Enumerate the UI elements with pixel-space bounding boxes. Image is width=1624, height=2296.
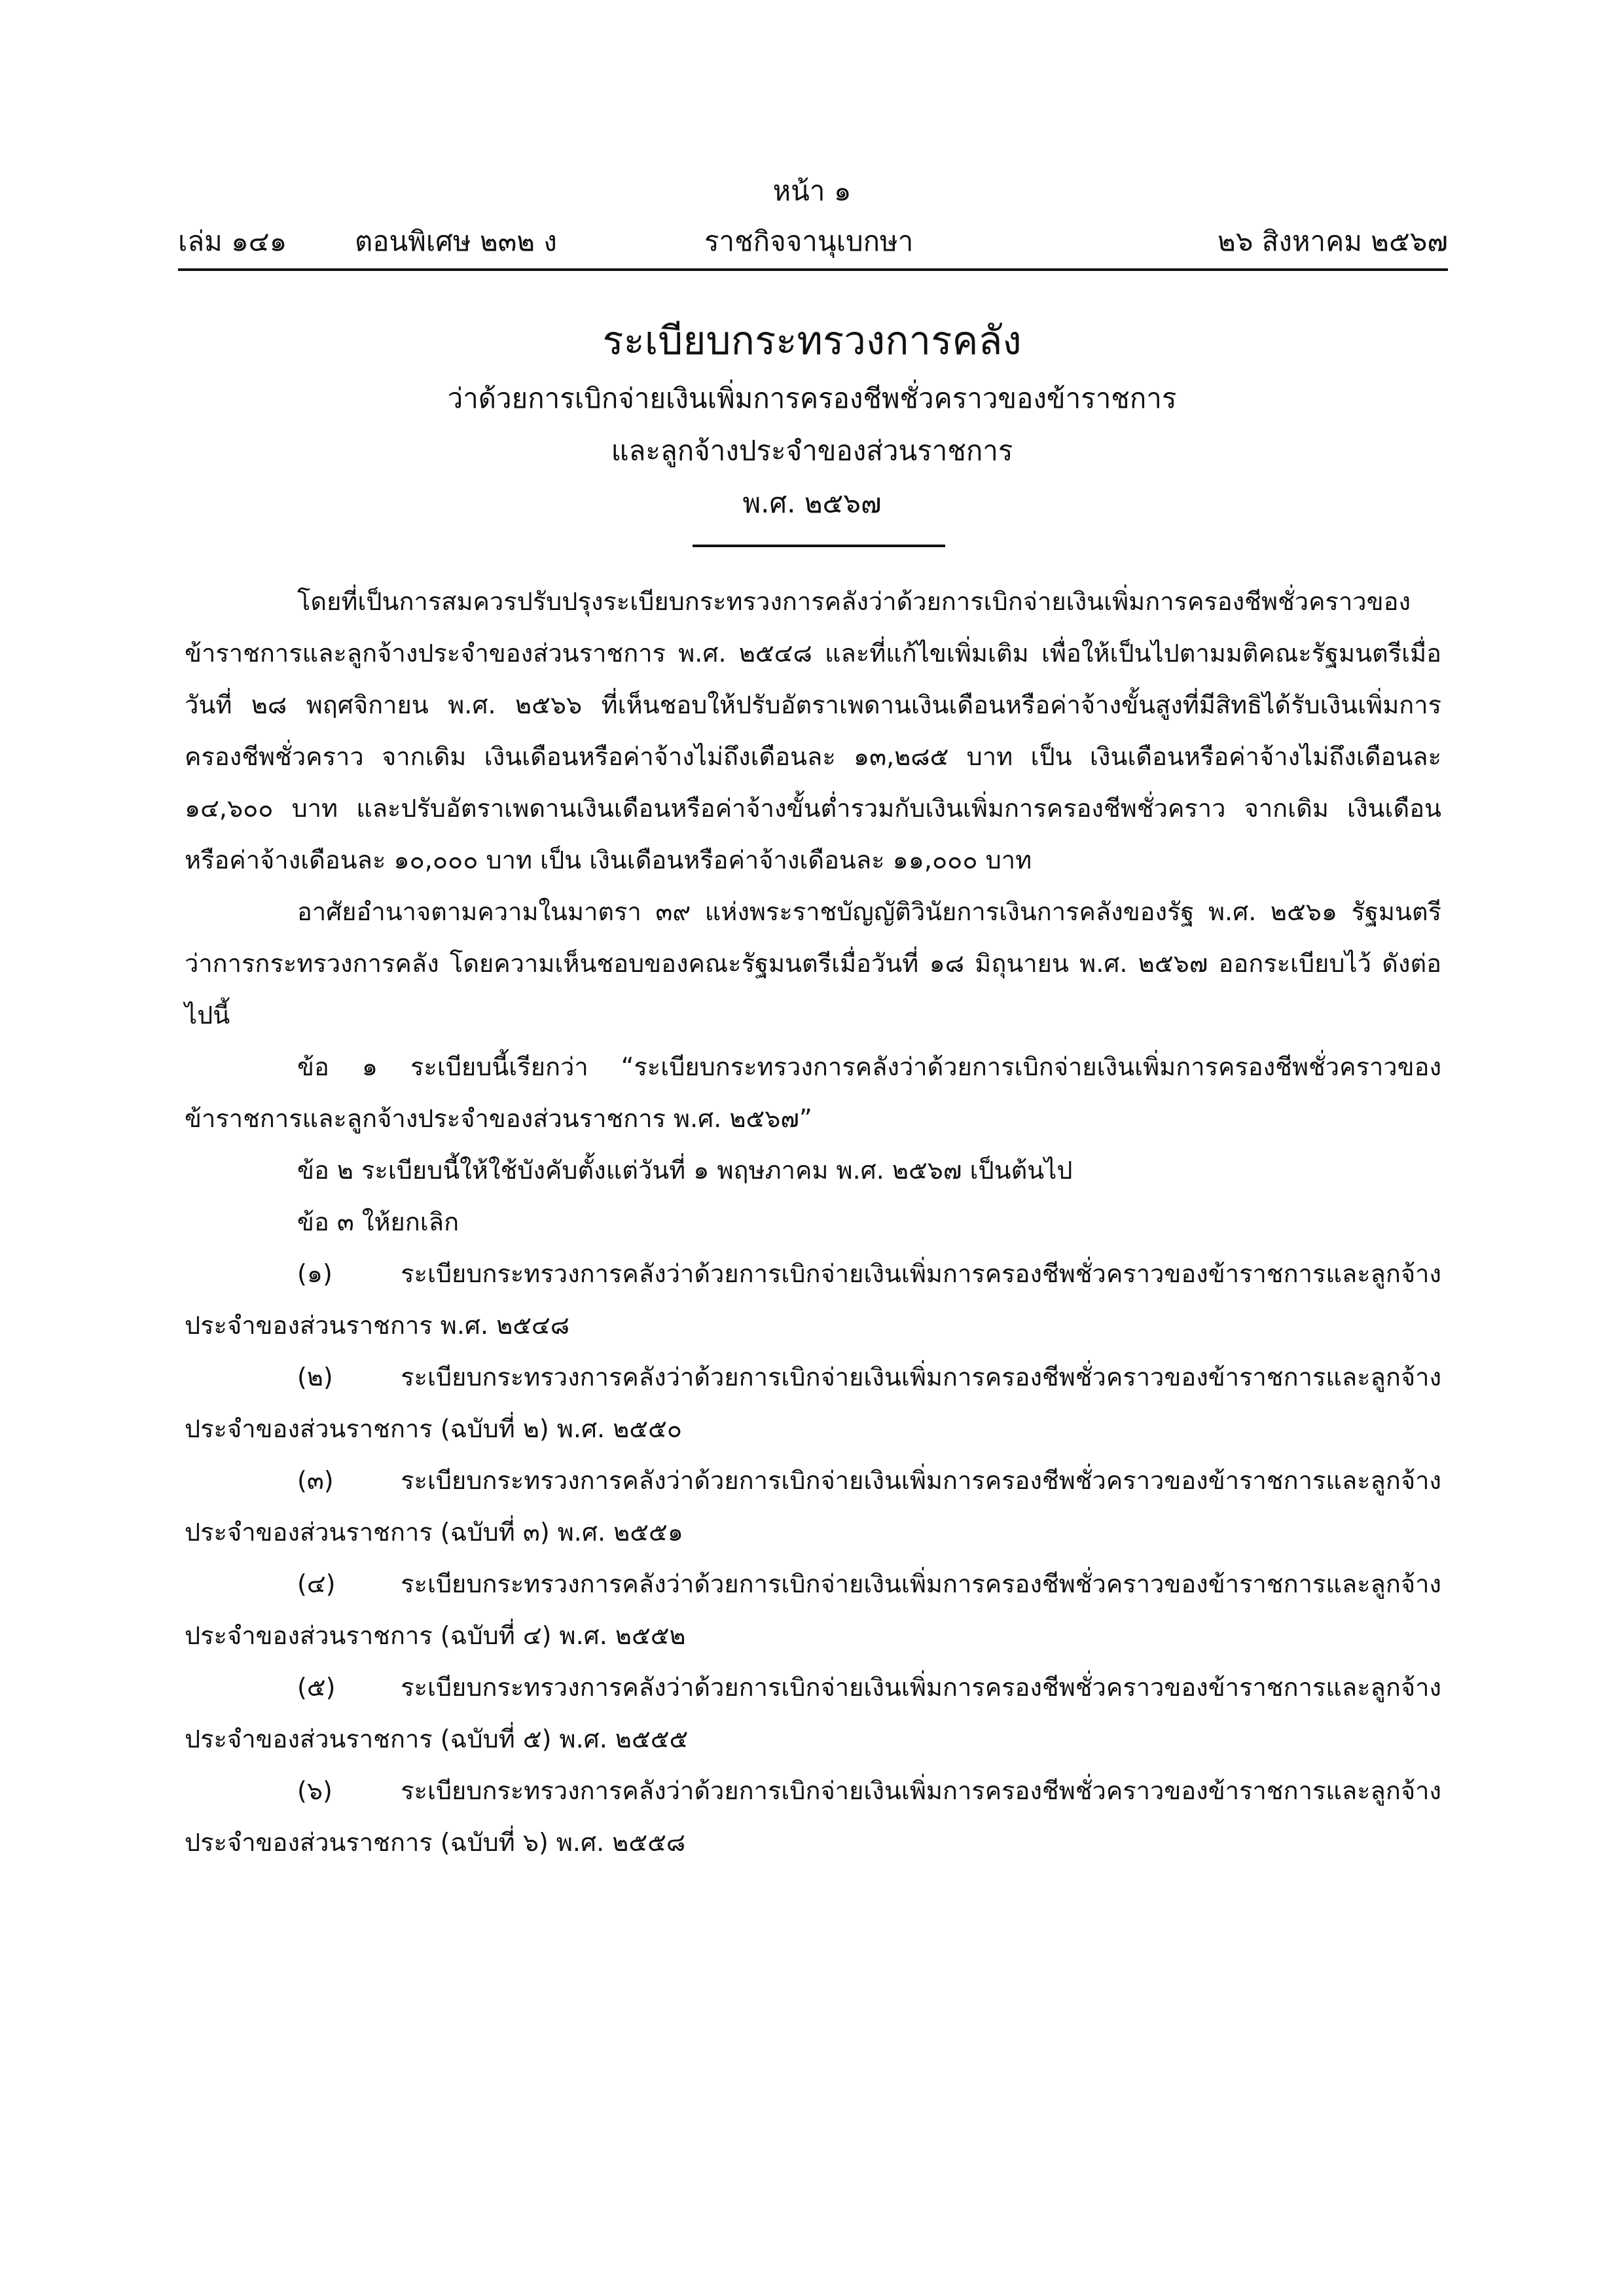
page-number: หน้า ๑ <box>772 175 852 207</box>
repealed-regulation-item: (๒) ระเบียบกระทรวงการคลังว่าด้วยการเบิกจ่ายเงินเพิ่มการครองชีพชั่วคราวของข้าราชการและลูกจ้างประจำของส่วนราชการ (ฉบับที่ ๒) พ.ศ. ๒๕๕๐ <box>185 1363 1441 1443</box>
document-subtitle: ว่าด้วยการเบิกจ่ายเงินเพิ่มการครองชีพชั่วคราวของข้าราชการ <box>447 382 1177 414</box>
document-subtitle-continued: และลูกจ้างประจำของส่วนราชการ <box>611 435 1013 467</box>
volume-number: เล่ม ๑๔๑ <box>178 225 287 257</box>
gazette-name: ราชกิจจานุเบกษา <box>704 225 914 257</box>
repealed-regulation-item: (๑) ระเบียบกระทรวงการคลังว่าด้วยการเบิกจ่ายเงินเพิ่มการครองชีพชั่วคราวของข้าราชการและลูกจ้างประจำของส่วนราชการ พ.ศ. ๒๕๔๘ <box>185 1259 1441 1340</box>
document-year: พ.ศ. ๒๕๖๗ <box>742 487 882 519</box>
authority-paragraph: อาศัยอำนาจตามความในมาตรา ๓๙ แห่งพระราชบัญญัติวินัยการเงินการคลังของรัฐ พ.ศ. ๒๕๖๑ รัฐมนตรีว่าการกระทรวงการคลัง โดยความเห็นชอบของคณะรัฐมนตรีเมื่อวันที่ ๑๘ มิถุนายน พ.ศ. ๒๕๖๗ ออกระเบียบไว้ ดังต่อไปนี้ <box>185 897 1441 1030</box>
clause-3: ข้อ ๓ ให้ยกเลิก <box>297 1208 460 1236</box>
clause-2: ข้อ ๒ ระเบียบนี้ให้ใช้บังคับตั้งแต่วันที่ ๑ พฤษภาคม พ.ศ. ๒๕๖๗ เป็นต้นไป <box>297 1156 1073 1185</box>
clause-1: ข้อ ๑ ระเบียบนี้เรียกว่า “ระเบียบกระทรวงการคลังว่าด้วยการเบิกจ่ายเงินเพิ่มการครองชีพชั่วคราวของข้าราชการและลูกจ้างประจำของส่วนราชการ พ.ศ. ๒๕๖๗” <box>185 1052 1441 1133</box>
title-divider <box>693 545 945 547</box>
gazette-header <box>178 221 1448 262</box>
repealed-regulation-item: (๓) ระเบียบกระทรวงการคลังว่าด้วยการเบิกจ่ายเงินเพิ่มการครองชีพชั่วคราวของข้าราชการและลูกจ้างประจำของส่วนราชการ (ฉบับที่ ๓) พ.ศ. ๒๕๕๑ <box>185 1466 1441 1547</box>
repealed-regulation-item: (๖) ระเบียบกระทรวงการคลังว่าด้วยการเบิกจ่ายเงินเพิ่มการครองชีพชั่วคราวของข้าราชการและลูกจ้างประจำของส่วนราชการ (ฉบับที่ ๖) พ.ศ. ๒๕๕๘ <box>185 1776 1441 1857</box>
preamble-paragraph: โดยที่เป็นการสมควรปรับปรุงระเบียบกระทรวงการคลังว่าด้วยการเบิกจ่ายเงินเพิ่มการครองชีพชั่วคราวของข้าราชการและลูกจ้างประจำของส่วนราชการ พ.ศ. ๒๕๔๘ และที่แก้ไขเพิ่มเติม เพื่อให้เป็นไปตามมติคณะรัฐมนตรีเมื่อวันที่ ๒๘ พฤศจิกายน พ.ศ. ๒๕๖๖ ที่เห็นชอบให้ปรับอัตราเพดานเงินเดือนหรือค่าจ้างขั้นสูงที่มีสิทธิได้รับเงินเพิ่มการครองชีพชั่วคราว จากเดิม เงินเดือนหรือค่าจ้างไม่ถึงเดือนละ ๑๓,๒๘๕ บาท เป็น เงินเดือนหรือค่าจ้างไม่ถึงเดือนละ ๑๔,๖๐๐ บาท และปรับอัตราเพดานเงินเดือนหรือค่าจ้างขั้นต่ำรวมกับเงินเพิ่มการครองชีพชั่วคราว จากเดิม เงินเดือนหรือค่าจ้างเดือนละ ๑๐,๐๐๐ บาท เป็น เงินเดือนหรือค่าจ้างเดือนละ ๑๑,๐๐๐ บาท <box>185 587 1441 874</box>
repealed-regulation-item: (๔) ระเบียบกระทรวงการคลังว่าด้วยการเบิกจ่ายเงินเพิ่มการครองชีพชั่วคราวของข้าราชการและลูกจ้างประจำของส่วนราชการ (ฉบับที่ ๔) พ.ศ. ๒๕๕๒ <box>185 1570 1441 1650</box>
document-title: ระเบียบกระทรวงการคลัง <box>602 318 1022 364</box>
header-divider <box>178 268 1448 271</box>
repealed-regulation-item: (๕) ระเบียบกระทรวงการคลังว่าด้วยการเบิกจ่ายเงินเพิ่มการครองชีพชั่วคราวของข้าราชการและลูกจ้างประจำของส่วนราชการ (ฉบับที่ ๕) พ.ศ. ๒๕๕๕ <box>185 1673 1441 1753</box>
publication-date: ๒๖ สิงหาคม ๒๕๖๗ <box>1218 225 1448 257</box>
document-body <box>185 576 1441 1869</box>
issue-number: ตอนพิเศษ ๒๓๒ ง <box>355 225 557 257</box>
